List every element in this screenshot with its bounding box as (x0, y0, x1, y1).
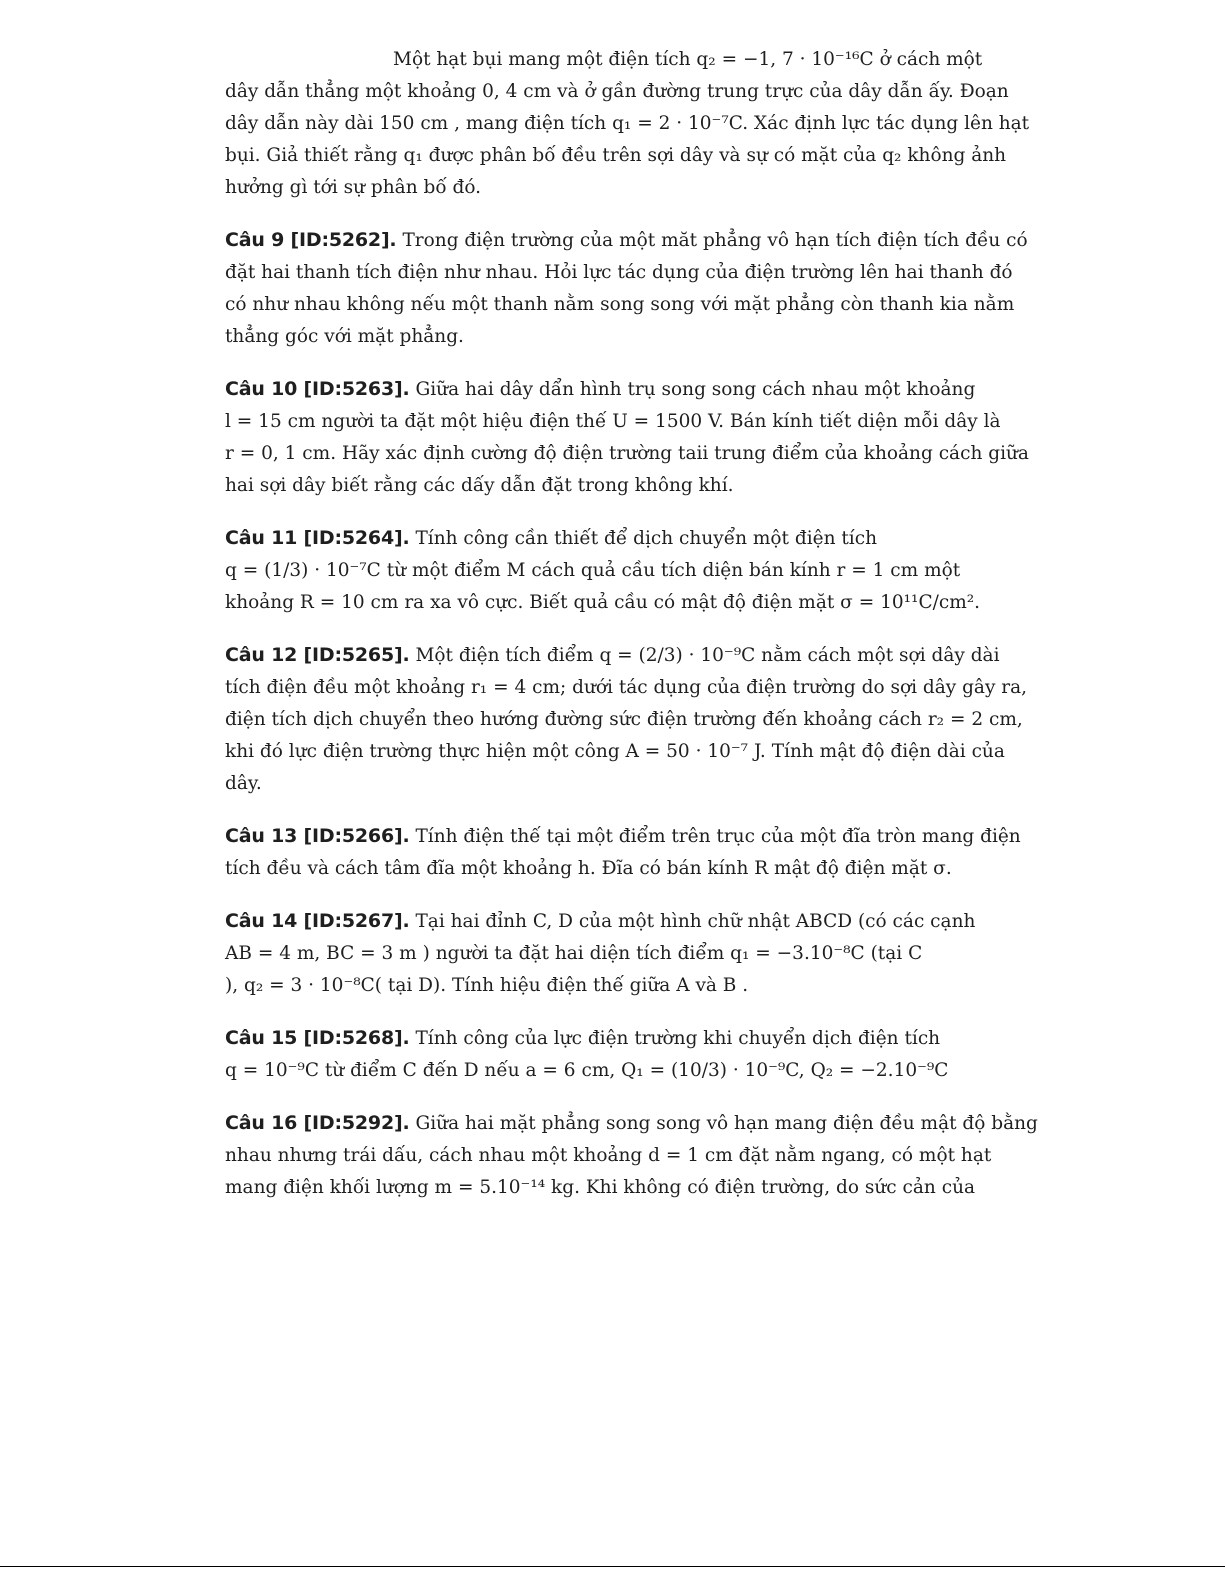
problem-continuation (225, 44, 1030, 204)
text-line: Tính công cần thiết để dịch chuyển một điện tích (415, 528, 877, 549)
page-bottom-rule (0, 1566, 1225, 1567)
problem-label: Câu 16 [ID:5292]. (225, 1112, 410, 1134)
problem-15 (225, 1022, 985, 1087)
text-line: đặt hai thanh tích điện như nhau. Hỏi lực tác dụng của điện trường lên hai thanh đó (225, 262, 1013, 283)
text-line: tích điện đều một khoảng r₁ = 4 cm; dưới tác dụng của điện trường do sợi dây gây ra, (225, 677, 1028, 698)
problem-label: Câu 9 [ID:5262]. (225, 229, 397, 251)
text-line: q = (1/3) · 10⁻⁷C từ một điểm M cách quả cầu tích diện bán kính r = 1 cm một (225, 560, 961, 581)
text-line: ), q₂ = 3 · 10⁻⁸C( tại D). Tính hiệu điện thế giữa A và B . (225, 975, 749, 996)
text-line: hai sợi dây biết rằng các dấy dẫn đặt trong không khí. (225, 475, 734, 496)
text-line: Giữa hai dây dẩn hình trụ song song cách nhau một khoảng (415, 379, 976, 400)
text-line: thẳng góc với mặt phẳng. (225, 326, 464, 347)
text-line: Tính công của lực điện trường khi chuyển dịch điện tích (415, 1028, 941, 1049)
problem-label: Câu 13 [ID:5266]. (225, 825, 410, 847)
problem-10 (225, 373, 1029, 502)
text-line: dây dẫn này dài 150 cm , mang điện tích q₁ = 2 · 10⁻⁷C. Xác định lực tác dụng lên hạt (225, 113, 1030, 134)
text-line: khi đó lực điện trường thực hiện một công A = 50 · 10⁻⁷ J. Tính mật độ điện dài của (225, 741, 1005, 762)
problem-label: Câu 14 [ID:5267]. (225, 910, 410, 932)
text-line: AB = 4 m, BC = 3 m ) người ta đặt hai diện tích điểm q₁ = −3.10⁻⁸C (tại C (225, 943, 923, 964)
text-line: tích đều và cách tâm đĩa một khoảng h. Đĩa có bán kính R mật độ điện mặt σ. (225, 858, 952, 879)
problem-16 (225, 1107, 1038, 1204)
text-line: Giữa hai mặt phẳng song song vô hạn mang điện đều mật độ bằng (415, 1113, 1038, 1134)
text-line: hưởng gì tới sự phân bố đó. (225, 177, 482, 198)
text-line: Một hạt bụi mang một điện tích q₂ = −1, 7 · 10⁻¹⁶C ở cách một (393, 49, 983, 70)
problem-9 (225, 224, 1028, 353)
text-line: r = 0, 1 cm. Hãy xác định cường độ điện trường taii trung điểm của khoảng cách giữa (225, 443, 1029, 464)
text-line: bụi. Giả thiết rằng q₁ được phân bố đều trên sợi dây và sự có mặt của q₂ không ảnh (225, 145, 1007, 166)
problem-label: Câu 11 [ID:5264]. (225, 527, 410, 549)
text-line: l = 15 cm người ta đặt một hiệu điện thế U = 1500 V. Bán kính tiết diện mỗi dây là (225, 411, 1001, 432)
problem-11 (225, 522, 985, 619)
text-line: có như nhau không nếu một thanh nằm song song với mặt phẳng còn thanh kia nằm (225, 294, 1015, 315)
text-line: dây dẫn thẳng một khoảng 0, 4 cm và ở gần đường trung trực của dây dẫn ấy. Đoạn (225, 81, 1009, 102)
text-line: Một điện tích điểm q = (2/3) · 10⁻⁹C nằm cách một sợi dây dài (415, 645, 1000, 666)
text-line: q = 10⁻⁹C từ điểm C đến D nếu a = 6 cm, Q₁ = (10/3) · 10⁻⁹C, Q₂ = −2.10⁻⁹C (225, 1060, 949, 1081)
problem-label: Câu 12 [ID:5265]. (225, 644, 410, 666)
problem-14 (225, 905, 985, 1002)
problem-label: Câu 10 [ID:5263]. (225, 378, 410, 400)
text-line: Trong điện trường của một măt phẳng vô hạn tích điện tích đều có (402, 230, 1028, 251)
text-line: Tính điện thế tại một điểm trên trục của một đĩa tròn mang điện (415, 826, 1021, 847)
problem-13 (225, 820, 1021, 885)
text-line: Tại hai đỉnh C, D của một hình chữ nhật ABCD (có các cạnh (415, 911, 976, 932)
text-line: nhau nhưng trái dấu, cách nhau một khoảng d = 1 cm đặt nằm ngang, có một hạt (225, 1145, 992, 1166)
text-line: khoảng R = 10 cm ra xa vô cực. Biết quả cầu có mật độ điện mặt σ = 10¹¹C/cm². (225, 592, 981, 613)
problem-label: Câu 15 [ID:5268]. (225, 1027, 410, 1049)
text-line: dây. (225, 773, 262, 794)
text-line: mang điện khối lượng m = 5.10⁻¹⁴ kg. Khi không có điện trường, do sức cản của (225, 1177, 976, 1198)
document-page (225, 44, 1038, 1224)
text-line: điện tích dịch chuyển theo hướng đường sức điện trường đến khoảng cách r₂ = 2 cm, (225, 709, 1023, 730)
problem-12 (225, 639, 1028, 800)
